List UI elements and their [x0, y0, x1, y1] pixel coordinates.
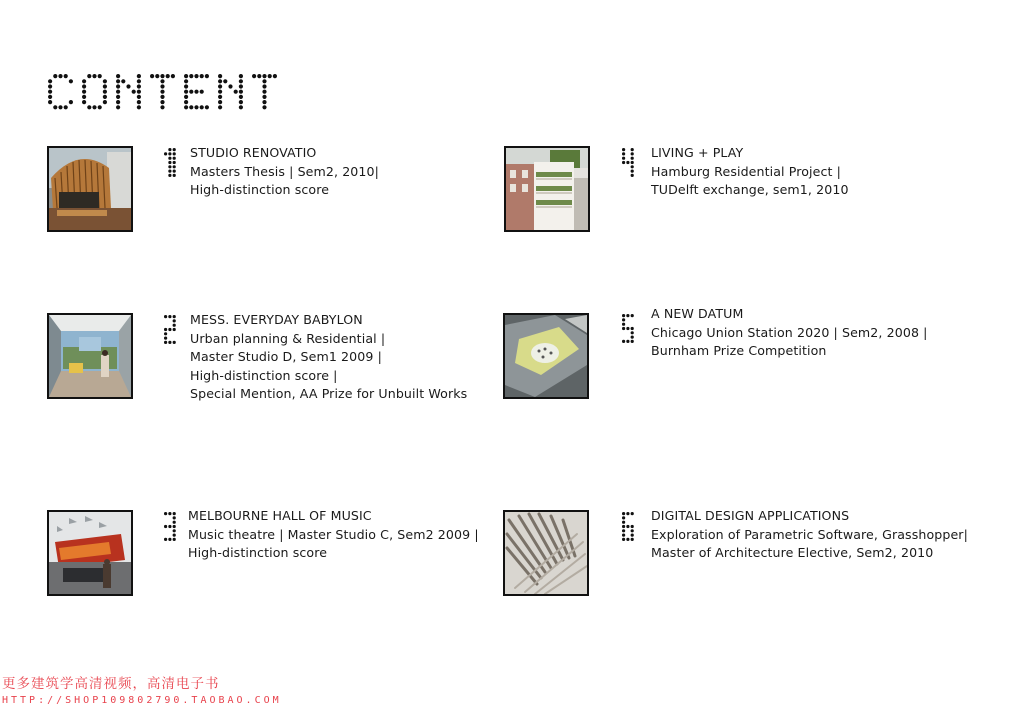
entry-line: Urban planning & Residential |: [190, 330, 386, 346]
entry-heading: LIVING + PLAY: [651, 145, 744, 160]
number-5-icon: [620, 312, 640, 346]
entry-text-6: [651, 507, 968, 563]
entry-line: High-distinction score: [190, 182, 330, 197]
entry-line: Special Mention, AA Prize for Unbuilt Works: [190, 386, 468, 401]
thumbnail-mess-everyday-babylon: [47, 313, 133, 399]
number-1-icon: [162, 146, 182, 180]
entry-line: Music theatre | Master Studio C, Sem2 2009 |: [188, 526, 479, 542]
page-title: [46, 70, 286, 114]
thumbnail-melbourne-hall-of-music: [47, 510, 133, 596]
entry-line: Master of Architecture Elective, Sem2, 2010: [651, 545, 934, 560]
entry-text-3: [188, 507, 479, 563]
entry-heading: DIGITAL DESIGN APPLICATIONS: [651, 508, 850, 523]
entry-line: Exploration of Parametric Software, Grasshopper|: [651, 526, 968, 542]
entry-line: High-distinction score: [188, 545, 328, 560]
entry-line: TUDelft exchange, sem1, 2010: [651, 182, 849, 197]
entry-text-5: [651, 305, 928, 361]
thumbnail-studio-renovatio: [47, 146, 133, 232]
number-2-icon: [162, 313, 182, 347]
thumbnail-living-play: [504, 146, 590, 232]
entry-line: Master Studio D, Sem1 2009 |: [190, 349, 382, 364]
entry-line: Chicago Union Station 2020 | Sem2, 2008 |: [651, 324, 928, 340]
number-4-icon: [620, 146, 640, 180]
entry-line: Hamburg Residential Project |: [651, 163, 841, 179]
thumbnail-a-new-datum: [503, 313, 589, 399]
entry-text-4: [651, 144, 849, 200]
entry-text-1: [190, 144, 379, 200]
number-3-icon: [162, 510, 182, 544]
entry-line: High-distinction score |: [190, 367, 338, 383]
entry-line: Masters Thesis | Sem2, 2010|: [190, 163, 379, 179]
number-6-icon: [620, 510, 640, 544]
entry-line: Burnham Prize Competition: [651, 343, 827, 358]
entry-text-2: [190, 311, 467, 404]
thumbnail-digital-design-applications: [503, 510, 589, 596]
entry-heading: MESS. EVERYDAY BABYLON: [190, 312, 363, 327]
entry-heading: STUDIO RENOVATIO: [190, 145, 317, 160]
footer-promo-text: 更多建筑学高清视频，高清电子书: [2, 676, 220, 692]
entry-heading: A NEW DATUM: [651, 306, 744, 321]
entry-heading: MELBOURNE HALL OF MUSIC: [188, 508, 372, 523]
footer-shop-link[interactable]: HTTP://SHOP109802790.TAOBAO.COM: [2, 695, 282, 706]
